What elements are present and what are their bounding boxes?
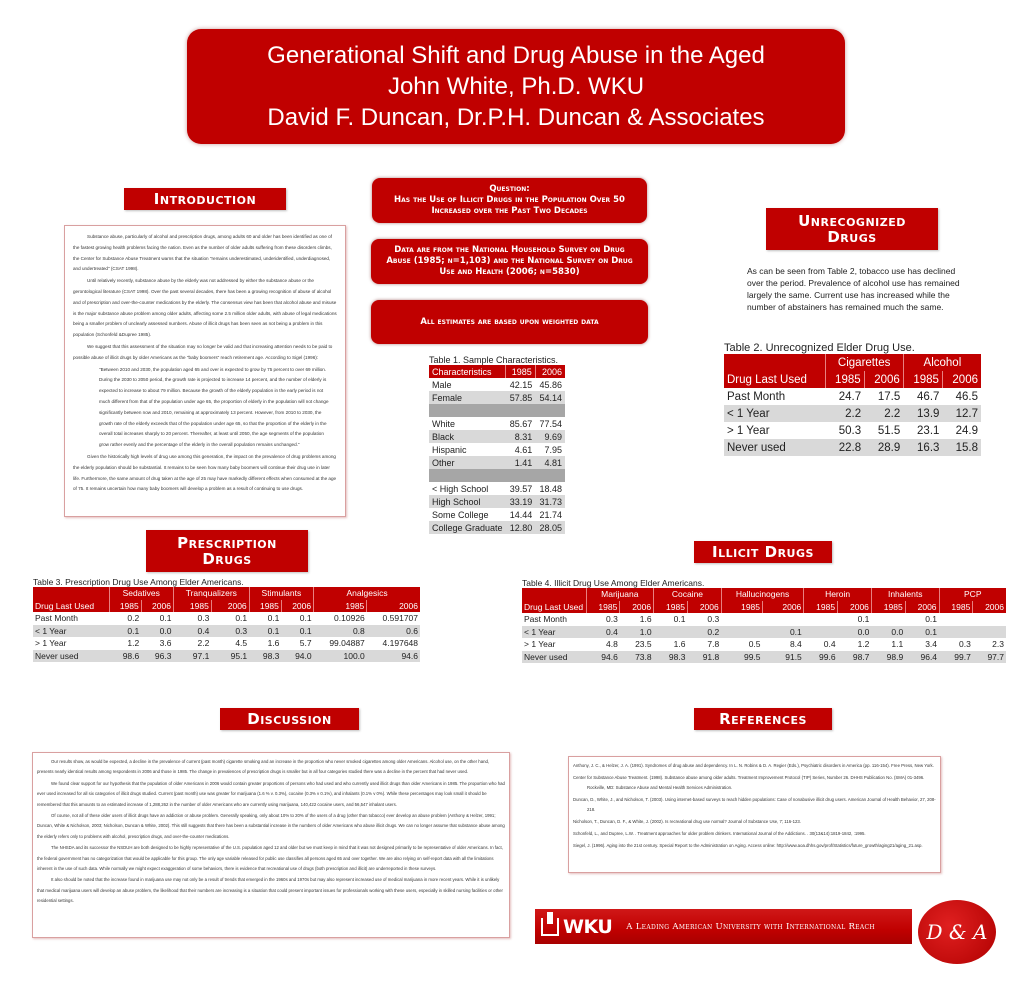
year-header: 1985 [939,601,973,614]
duncan-associates-logo: D & A [918,900,996,964]
table-row [522,613,1006,626]
intro-paragraph-1: Substance abuse, particularly of alcohol and prescription drugs, among adults 60 and older has been identified as one of the fastest growing health problems facing the nation. Even as the number of older adults suffering from these disorders climbs, the Center for Substance Abuse Treatment warns that the situation "remains underestimated, underidentified, underdiagnosed, and undertreated" (CSAT 1998). [73,234,332,272]
reference-item: Schonfeld, L., and Dupree, L.W. . Treatment approaches for older problem drinkers. International Journal of the Addictions. . 30(13&14):1819-1842, :1995. [573,831,866,836]
group-header: Cocaine [654,588,722,601]
reference-item: Siegel, J. (1996). Aging into the 21st century. Special Report to the Administration on Aging. Access online: http://www.aoa.dhhs.gov/prof/Statistics/future_growth/aging21/aging_21.asp. [573,843,923,848]
year-header: 1985 [804,601,838,614]
year-header: 1985 [871,601,905,614]
row-label: Male [432,379,452,390]
reference-item: Center for Substance Abuse Treatment. (1998). Substance abuse among older adults. Treatment Improvement Protocol (TIP) Series, Number 26. DHHS Publication No. (SMA) 01-3496. Rockville, MD: Substance Abuse and Mental Health Services Administration. [573,775,925,790]
cell: 0.1 [235,613,248,624]
separator-row [429,469,565,482]
table-row [429,508,565,521]
cell: 51.5 [877,424,901,437]
row-label: > 1 Year [35,638,67,649]
row-label: High School [429,495,506,508]
year-header: 2006 [763,601,804,614]
cell: 15.8 [942,439,981,456]
cell: 21.74 [539,509,562,520]
table-row [429,495,565,508]
year-header: 1985 [586,601,620,614]
cell: 91.8 [687,651,721,664]
table-row [429,456,565,469]
data-source-box [371,239,648,284]
cell: 0.1 [925,614,938,625]
row-label: Female [429,391,506,404]
cell: 96.3 [141,650,173,663]
cell [721,626,762,639]
references-textbox [568,756,941,873]
question-line-1: Has the Use of Illicit Drugs in the Population Over 50 [394,195,625,205]
cell: 0.1 [763,626,804,639]
group-header: Hallucinogens [721,588,804,601]
data-source-line-1: Data are from the National Household Survey on Drug [394,245,625,255]
cell: 99.04887 [329,638,365,649]
year-header: 2006 [942,371,981,388]
cell: 28.05 [535,521,565,534]
cell: 0.4 [823,639,836,650]
cell [973,613,1006,626]
table4-illicit-drug-use [522,588,1006,663]
cell: 0.1 [159,613,172,624]
poster-title: Generational Shift and Drug Abuse in the Aged [267,42,765,69]
table-row [429,521,565,534]
table-row [429,430,565,443]
cell: 18.48 [539,483,562,494]
year-header: 2006 [281,600,313,613]
cell: 0.1 [299,613,312,624]
cell: 9.69 [535,430,565,443]
cell: 4.61 [514,444,533,455]
cell: 46.5 [955,390,978,403]
data-source-line-2: Abuse (1985; n=1,103) and the National Survey on Drug [386,256,633,266]
cell: 7.8 [707,639,720,650]
table-row [429,391,565,404]
cell [721,613,762,626]
references-heading: References [694,708,832,730]
cell: 99.5 [721,651,762,664]
reference-item: Duncan, D., White, J., and Nicholson, T. (2003). Using internet-based surveys to reach hidden populations: Case of nonabusive illicit drug users. American Journal of Health Behavior, 27, 208-218. [573,797,936,812]
cell: 100.0 [314,650,367,663]
cell: 0.3 [707,614,720,625]
question-label: Question: [489,184,530,194]
cell: 33.19 [506,495,536,508]
cell: 2.2 [825,405,864,422]
year-header: 2006 [838,601,872,614]
row-label: White [432,418,456,429]
cell: 1.1 [891,639,904,650]
table-row [724,422,981,439]
cell: 98.6 [109,650,141,663]
year-header: 2006 [141,600,173,613]
cell: 4.81 [535,456,565,469]
year-header: 1985 [825,371,864,388]
row-label: Never used [724,439,825,456]
row-label: Past Month [35,613,78,624]
heading-line-2: Drugs [827,228,877,246]
heading-line-1: Prescription [177,533,277,552]
table-row [33,637,420,650]
cell: 23.1 [917,424,940,437]
year-header: 2006 [905,601,939,614]
table-row [724,388,981,405]
table1-header: 1985 [506,365,536,378]
table-row [522,626,1006,639]
reference-item: Anthony, J. C., & Helzer, J. A. (1991). Syndromes of drug abuse and dependency. In L. N. Robins & D. A. Regier (Eds.), Psychiatric disorders in America (pp. 116-154). Free Press, New York. [573,763,934,768]
cell: 14.44 [509,509,533,520]
intro-paragraph-3: We suggest that this assessment of the situation may no longer be valid and that increasing attention needs to be paid to possible abuse of illicit drugs by older Americans as the "baby boomers" reach retirement age. According to Sigel (1996): [73,343,333,360]
discussion-paragraph-1: Our results show, as would be expected, a decline in the prevalence of current (past month) cigarette smoking and an increase in the proportion who never smoked cigarettes among older Americans. Alcohol use, on the other hand, presents nearly identical results among respondents in 2006 and those in 1985. The change in prevalences of prescription drugs is smaller but in all four categories studied there was a decline in the percent that had never used. [37,759,490,775]
table1-header: 2006 [535,365,565,378]
unrecognized-drugs-text: As can be seen from Table 2, tobacco use has declined over the period. Prevalence of alcohol use has remained largely the same. Current use has increased while the number of abstainers has remained much the same. [747,266,960,312]
cell: 46.7 [917,390,940,403]
row-label: Black [429,430,506,443]
cell: 98.9 [871,651,905,664]
cell: 57.85 [506,391,536,404]
table3-container [33,577,420,662]
table3-caption: Table 3. Prescription Drug Use Among Elder Americans. [33,577,244,587]
cell: 12.7 [942,405,981,422]
discussion-textbox [32,752,510,938]
year-header: 2006 [211,600,249,613]
table-row [33,612,420,625]
illicit-drugs-heading: Illicit Drugs [694,541,832,563]
group-header: Tranqualizers [173,587,249,600]
cell: 98.3 [249,650,281,663]
discussion-paragraph-4: The NHSDA and its successor the NSDUH are both designed to be highly representative of the U.S. population aged 12 and older but we must keep in mind that it was not designed primarily to be representative of older Americans. In fact, the federal government has no categorization that would be applicable for this group. The only age variable released for public use classifies all persons aged 65 and over together. We are also relying on self-report data with all the limitations inherent in the use of such data. While normally we might expect exaggeration of some behaviors, there is evidence that recreational use of drugs (both prescription and illicit) are underreported in these surveys. [37,845,503,872]
table1-container [429,355,565,534]
cell: 7.95 [544,444,562,455]
cell: 0.1 [673,614,686,625]
introduction-textbox [64,225,346,517]
blank-header [724,354,825,371]
table1-sample-characteristics [429,365,565,534]
cell: 22.8 [825,439,864,456]
cell: 8.4 [789,639,802,650]
group-header: Analgesics [314,587,420,600]
cell: 1.6 [673,639,686,650]
group-header: Marijuana [586,588,654,601]
year-header: 1985 [314,600,367,613]
cell: 4.197648 [382,638,418,649]
row-label: Never used [522,651,586,664]
cell: 54.14 [535,391,565,404]
cell [804,626,838,639]
cell: 0.0 [838,626,872,639]
cell: 3.4 [925,639,938,650]
poster-title-banner [187,29,845,144]
cell: 1.41 [506,456,536,469]
table-row [724,405,981,422]
cell: 2.2 [197,638,210,649]
cell: 99.7 [939,651,973,664]
discussion-paragraph-3: Of course, not all of these older users of illicit drugs have an addiction or abuse problem. Generally speaking, only about 10% to 20% of the users of a drug (other than tobacco) ever develop an abuse problem (Anthony & Helzer, 1991; Duncan, White & Nicholson, 2003; Nicholson, Duncan & White, 2002). This still suggests that there has been a substantial increase in the numbers of older Americans who abuse illicit drugs. We can no longer assume that substance abuse among the elderly refers only to problems with alcohol, prescription drugs, and over-the-counter medications. [37,813,505,839]
cell: 0.0 [141,625,173,638]
row-label: Other [429,456,506,469]
row-header: Drug Last Used [33,600,109,613]
weighted-data-text: All estimates are based upon weighted data [420,316,599,327]
cell: 0.1 [267,613,280,624]
question-box [372,178,647,223]
cell: 0.5 [748,639,761,650]
row-header: Drug Last Used [522,601,586,614]
row-label: < 1 Year [33,625,109,638]
cell: 31.73 [535,495,565,508]
cell: 0.3 [605,614,618,625]
cell: 42.15 [509,379,533,390]
row-label: Hispanic [432,444,467,455]
cell: 98.3 [654,651,688,664]
cell [763,613,804,626]
intro-quote: "Between 2010 and 2030, the population aged 65 and over is expected to grow by 75 percent to over 69 million. During the 2030 to 2050 period, the growth rate is projected to increase 14 percent, and the number of elderly is expected to increase to about 79 million. Because the growth of the elderly population in the early period is not much different from that of the population under age 65, the proportion of elderly in the population will not change significantly between now and 2010, remaining at approximately 13 percent. However, from 2010 to 2030, the growth rate of the elderly exceeds that of the population under age 65, so that the proportion of the elderly in the overall total increases sharply to 20 percent. Thereafter, at least until 2050, the age segments of the population grow rather evenly and the percentage of the elderly in the overall population remains unchanged." [99,366,329,448]
cell: 12.80 [506,521,536,534]
weighted-data-box [371,300,648,344]
cell: 0.2 [127,613,140,624]
cell: 3.6 [159,638,172,649]
cell: 0.6 [367,625,420,638]
cell: 97.1 [173,650,211,663]
cell: 2.3 [992,639,1004,650]
cell: 4.8 [605,639,618,650]
table-row [429,378,565,391]
cell: 0.1 [249,625,281,638]
cell: 0.10926 [334,613,365,624]
intro-closing: Given the historically high levels of drug use among this generation, the impact on the prevalence of drug problems among the elderly population should be substantial. It remains to be seen how many baby boomers will continue their drug use in later life. Furthermore, the same amount of drug taken at the age of 25 may have markedly different effects when consumed at the age of 75. It remains uncertain how many baby boomers will develop a problem as a result of continuing to use drugs. [73,453,337,492]
cell: 4.5 [235,638,248,649]
data-source-line-3: Use and Health (2006; n=5830) [439,267,580,277]
cell: 23.5 [635,639,652,650]
year-header: 1985 [173,600,211,613]
row-label: Past Month [524,614,567,625]
table2-container [724,342,981,456]
cell: 24.9 [955,424,978,437]
year-header: 1985 [249,600,281,613]
cell: 0.3 [197,613,210,624]
heading-line-1: Unrecognized [798,211,906,230]
cell: 0.1 [281,625,313,638]
group-header: Cigarettes [825,354,903,371]
group-header: Sedatives [109,587,173,600]
year-header: 2006 [687,601,721,614]
table-row [33,625,420,638]
cell: 1.0 [620,626,654,639]
table-row [522,651,1006,664]
cell: 99.6 [804,651,838,664]
cell: 0.2 [687,626,721,639]
discussion-paragraph-2: We found clear support for our hypothesis that the population of older Americans in 2006 would contain greater proportions of persons who had used and who currently used illicit drugs than older Americans in 1985. The proportion who had ever used increased for all six categories of illicit drugs studied. Current (past month) use was greater for marijuana (1.6 % v. 0.3%), cocaine (0.3% v 0.1%), and inhalants (0.1% v 0%). While these percentages may look small it should be remembered that this amounts to an estimated increase of 1,288,262 in the number of older Americans who are currently using marijuana, 140,422 cocaine users, and 56,547 inhalant users. [37,780,505,807]
row-label: Some College [432,509,489,520]
wku-banner-logo [535,909,912,944]
blank-header [522,588,586,601]
cell: 85.67 [509,418,533,429]
cell: 98.7 [838,651,872,664]
wku-logo-text: WKU [563,915,613,938]
cell: 2.2 [864,405,903,422]
cell: 0.3 [959,639,971,650]
row-label: < High School [432,483,489,494]
cell: 16.3 [903,439,942,456]
cell: 0.0 [871,626,905,639]
table4-container [522,578,1006,663]
cell: 0.591707 [382,613,418,624]
row-label: > 1 Year [524,639,556,650]
row-label: < 1 Year [724,405,825,422]
intro-paragraph-2: Until relatively recently, substance abuse by the elderly was not addressed by either the substance abuse or the gerontological literature (CSAT 1998). Over the past several decades, there has been a growing recognition of abuse of alcohol and of prescription and over-the-counter medications by the elderly. The consensus view has been that alcohol abuse and misuse is the major substance abuse problem among older adults, affecting some 2.5 million older adults, with abuse of legal medications being a smaller problem of unclearly assessed numbers. Abuse of illicit drugs has been seen as not being a problem in this population (Schonfeld &Dupree 1985). [73,278,337,338]
cell: 50.3 [838,424,862,437]
cell: 5.7 [299,638,312,649]
cell: 0.4 [586,626,620,639]
discussion-heading: Discussion [220,708,359,730]
author-2: David F. Duncan, Dr.P.H. Duncan & Associates [267,104,765,131]
table2-caption: Table 2. Unrecognized Elder Drug Use. [724,342,915,354]
cell: 0.1 [857,614,870,625]
cell: 24.7 [838,390,862,403]
cell: 39.57 [509,483,533,494]
row-label: < 1 Year [522,626,586,639]
cell [654,626,688,639]
cell: 1.6 [639,614,652,625]
row-label: College Graduate [429,521,506,534]
year-header: 2006 [973,601,1006,614]
table-row [522,638,1006,651]
cell: 17.5 [877,390,901,403]
table1-header: Characteristics [429,365,506,378]
year-header: 2006 [367,600,420,613]
year-header: 2006 [864,371,903,388]
cell: 0.1 [109,625,141,638]
cell: 1.6 [267,638,280,649]
table2-unrecognized-drug-use [724,354,981,456]
question-line-2: Increased over the Past Two Decades [431,206,588,216]
cell: 94.6 [586,651,620,664]
cell: 0.8 [314,625,367,638]
group-header: Heroin [804,588,872,601]
cell: 28.9 [864,439,903,456]
cell: 91.5 [763,651,804,664]
row-label: Past Month [727,390,786,403]
reference-item: Nicholson, T., Duncan, D. F., & White, J. (2002). Is recreational drug use normal? Journal of Substance Use, 7; 116-123. [573,819,801,824]
year-header: 1985 [903,371,942,388]
group-header: Inhalents [871,588,939,601]
year-header: 2006 [620,601,654,614]
cell: 45.86 [539,379,562,390]
cell: 1.2 [127,638,140,649]
table3-prescription-drug-use [33,587,420,662]
cell [939,626,973,639]
cell [871,613,905,626]
cell: 94.6 [367,650,420,663]
cell: 95.1 [211,650,249,663]
table-row [724,439,981,456]
cell: 97.7 [973,651,1006,664]
heading-line-2: Drugs [202,550,252,568]
cell: 8.31 [506,430,536,443]
discussion-paragraph-5: It also should be noted that the increase found in marijuana use may not only be a result of trends that emerged in the 1960s and 1970s but may also represent increased use of medical marijuana in more recent years. While it is unlikely that medical marijuana users will develop an abuse problem, the likelihood that their numbers are increasing is a situation that could present important issues for professionals working with these users, especially in skilled nursing facilities or other residential settings. [37,877,503,904]
wku-tagline: A Leading American University with International Reach [626,921,875,932]
introduction-heading: Introduction [124,188,286,210]
table1-caption: Table 1. Sample Characteristics. [429,355,559,365]
table-row [429,443,565,456]
cell: 0.1 [905,626,939,639]
row-header: Drug Last Used [724,371,825,388]
unrecognized-drugs-heading [766,208,938,250]
table4-caption: Table 4. Illicit Drug Use Among Elder Americans. [522,578,705,588]
row-label: > 1 Year [727,424,770,437]
group-header: Alcohol [903,354,981,371]
cell: 0.4 [173,625,211,638]
table-row [429,417,565,430]
blank-header [33,587,109,600]
cell: 0.3 [211,625,249,638]
table-row [33,650,420,663]
cell: 94.0 [281,650,313,663]
cell: 77.54 [539,418,562,429]
group-header: Stimulants [249,587,313,600]
table-row [429,482,565,495]
year-header: 1985 [654,601,688,614]
cell [973,626,1006,639]
prescription-drugs-heading [146,530,308,572]
separator-row [429,404,565,417]
cell [804,613,838,626]
group-header: PCP [939,588,1006,601]
author-1: John White, Ph.D. WKU [387,73,645,100]
row-label: Never used [33,650,109,663]
year-header: 1985 [721,601,762,614]
wku-cupola-icon [541,918,559,936]
cell: 13.9 [903,405,942,422]
cell [939,613,973,626]
cell: 96.4 [905,651,939,664]
cell: 1.2 [857,639,870,650]
year-header: 1985 [109,600,141,613]
cell: 73.8 [620,651,654,664]
